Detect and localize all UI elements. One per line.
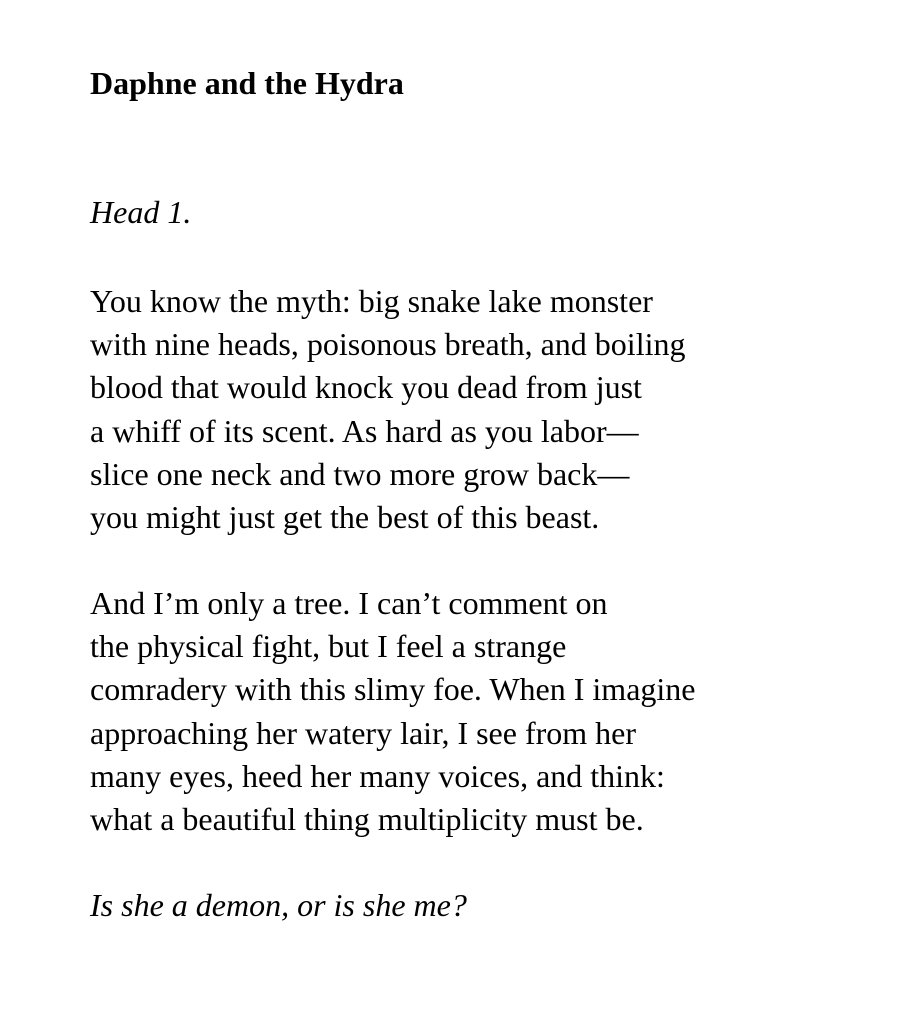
stanza-line: the physical fight, but I feel a strange	[90, 628, 567, 665]
stanza-line: approaching her watery lair, I see from her	[90, 714, 637, 751]
poem-title: Daphne and the Hydra	[90, 65, 404, 101]
stanza-line: what a beautiful thing multiplicity must be.	[90, 801, 644, 838]
stanza-line: with nine heads, poisonous breath, and boiling	[90, 326, 686, 363]
stanza-line: comradery with this slimy foe. When I imagine	[90, 671, 696, 708]
stanza-1	[90, 280, 685, 539]
closing-line: Is she a demon, or is she me?	[90, 887, 467, 923]
stanza-line: blood that would knock you dead from just	[90, 369, 642, 406]
stanza-line: You know the myth: big snake lake monster	[90, 283, 653, 319]
stanza-line: a whiff of its scent. As hard as you labor—	[90, 412, 639, 449]
stanza-2	[90, 582, 695, 841]
stanza-line: many eyes, heed her many voices, and think:	[90, 757, 665, 794]
stanza-line: you might just get the best of this beast.	[90, 499, 600, 536]
section-heading: Head 1.	[90, 194, 192, 230]
stanza-line: slice one neck and two more grow back—	[90, 455, 630, 492]
stanza-line: And I’m only a tree. I can’t comment on	[90, 585, 608, 621]
